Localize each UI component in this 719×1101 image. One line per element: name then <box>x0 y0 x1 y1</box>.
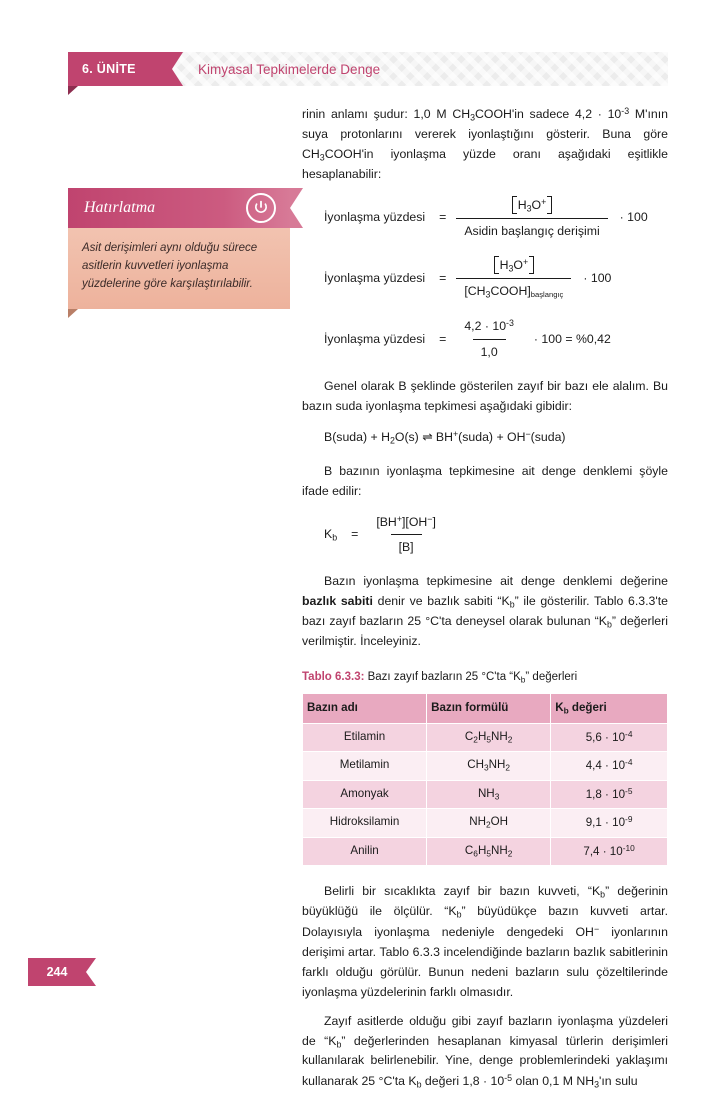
cell-kb: $5,6 \cdot 10^{-4}$ <box>551 723 668 752</box>
formula4-denominator: [B] <box>391 534 422 558</box>
cell-kb: $4,4 \cdot 10^{-4}$ <box>551 752 668 781</box>
table-row <box>303 780 668 809</box>
p6-part-b: ” değerlerinden hesaplanan kimyasal türlerin derişimleri kullanılarak belirlenebilir. Yine, denge problemlerindeki yaklaşımı kullanarak 25 °C'ta K <box>302 1033 668 1089</box>
cell-formula: $CH_3NH_2$ <box>427 752 551 781</box>
reaction-equation-text: B(suda) + $H_2O(s)$ ⇌ BH+(suda) + OH−(suda) <box>324 428 566 446</box>
formula4-lead: $K_b$ <box>324 526 338 543</box>
formula1-denominator: Asidin başlangıç derişimi <box>456 218 607 242</box>
formula1-lead: İyonlaşma yüzdesi <box>324 210 426 225</box>
p6-part-a: Zayıf asitlerde olduğu gibi zayıf bazların iyonlaşma yüzdeleri de “K <box>302 1013 668 1048</box>
paragraph-kb-magnitude: Belirli bir sıcaklıkta zayıf bir bazın kuvveti, “$K_b$” değerinin büyüklüğü ile ölçülür. “$K_b$” büyüdükçe bazın kuvveti artar. Dolayısıyla iyonlaşma nedeniyle dengedeki OH− iyonlarının derişimi artar. Tablo 6.3.3 incelendiğinde bazların bazlık sabitlerinin farklı olduğu görülür. Bunun nedeni bazların sulu çözeltilerinde iyonlaşma yüzdelerinin farklı olmasıdır. <box>302 884 669 999</box>
paragraph-equilibrium-expression: B bazının iyonlaşma tepkimesine ait denge denklemi şöyle ifade edilir: <box>302 463 668 498</box>
p5-part-c: ” büyüdükçe bazın kuvveti artar. Dolayısıyla iyonlaşma nedeniyle dengedeki OH <box>302 904 669 939</box>
paragraph-kb-definition: Bazın iyonlaşma tepkimesine ait denge denklemi değerine bazlık sabiti denir ve bazlık sabiti “$K_b$” ile gösterilir. Tablo 6.3.3'te bazı zayıf bazların 25 °C'ta deneysel olarak bulunan “$K_b$” değerleri verilmiştir. İnceleyiniz. <box>302 574 668 649</box>
page-header <box>68 52 668 86</box>
page-number <box>28 958 86 986</box>
formula-kb-expression <box>302 512 668 559</box>
formula4-fraction <box>368 512 444 559</box>
reaction-equation-base <box>302 427 668 448</box>
cell-name: Amonyak <box>303 780 427 809</box>
cell-formula: $C_6H_5NH_2$ <box>427 837 551 866</box>
formula2-numerator: $H_3O^+$ <box>499 257 529 274</box>
cell-kb: $1,8 \cdot 10^{-5}$ <box>551 780 668 809</box>
p4-part-a: Bazın iyonlaşma tepkimesine ait denge denklemi değerine <box>324 574 668 589</box>
cell-name: Etilamin <box>303 723 427 752</box>
p4-part-b: denir ve bazlık sabiti “K <box>372 594 510 609</box>
reminder-header <box>68 188 290 228</box>
cell-formula: $NH_3$ <box>427 780 551 809</box>
cell-formula: $C_2H_5NH_2$ <box>427 723 551 752</box>
table-row <box>303 723 668 752</box>
cell-name: Hidroksilamin <box>303 809 427 838</box>
formula-ionization-percent-3 <box>302 316 668 363</box>
p5-part-a: Belirli bir sıcaklıkta zayıf bir bazın kuvveti, “K <box>324 884 601 899</box>
cell-formula: $NH_2OH$ <box>427 809 551 838</box>
p1-part-c: M'ının suya protonlarını vererek iyonlaştığını gösterir. Buna göre CH <box>302 106 668 161</box>
p4-part-d: ” değerleri verilmiştir. İnceleyiniz. <box>302 614 668 649</box>
formula2-denominator: $[CH_3COOH]_{başlangıç}$ <box>456 278 571 302</box>
formula2-tail: · 100 <box>583 270 612 285</box>
formula3-lead: İyonlaşma yüzdesi <box>324 331 426 346</box>
cell-name: Metilamin <box>303 752 427 781</box>
table-header-formula: Bazın formülü <box>427 693 551 723</box>
reminder-body: Asit derişimleri aynı olduğu sürece asitlerin kuvvetleri iyonlaşma yüzdelerine göre karşılaştırılabilir. <box>68 228 290 309</box>
table-row <box>303 837 668 866</box>
cell-kb: $9,1 \cdot 10^{-9}$ <box>551 809 668 838</box>
p1-part-b: COOH'in sadece 4,2 · 10 <box>475 106 622 121</box>
formula2-lead: İyonlaşma yüzdesi <box>324 270 426 285</box>
formula3-equals: = <box>439 331 447 346</box>
table-caption-label: Tablo 6.3.3: <box>302 670 365 683</box>
formula2-denominator-subscript: başlangıç <box>530 290 564 300</box>
reminder-title: Hatırlatma <box>84 199 156 216</box>
p6-part-c: değeri 1,8 · 10 <box>421 1074 505 1089</box>
formula3-tail: · 100 = %0,42 <box>533 331 611 346</box>
p1-part-d: COOH'in iyonlaşma yüzde oranı aşağıdaki eşitlikle hesaplanabilir: <box>302 146 668 181</box>
paragraph-intro: rinin anlamı şudur: 1,0 M $CH_3COOH'in$ sadece $4,2 \cdot 10^{-3}$ M'ının suya protonlarını vererek iyonlaştığını gösterir. Buna göre $CH_3COOH'in$ iyonlaşma yüzde oranı aşağıdaki eşitlikle hesaplanabilir: <box>302 106 668 181</box>
unit-badge <box>68 52 172 86</box>
reminder-box <box>68 188 290 309</box>
p6-part-e: 'ın sulu <box>599 1074 638 1089</box>
page-title: Kimyasal Tepkimelerde Denge <box>198 61 381 77</box>
p4-part-c: ” ile gösterilir. Tablo 6.3.3'te bazı zayıf bazların 25 °C'ta deneysel olarak bulunan “K <box>302 594 668 629</box>
formula4-numerator: [BH+][OH−] <box>376 513 436 529</box>
main-text-column <box>302 104 668 1101</box>
formula3-denominator: 1,0 <box>473 339 506 363</box>
formula1-equals: = <box>439 210 447 225</box>
formula1-numerator: $H_3O^+$ <box>517 196 547 214</box>
paragraph-weak-base: Genel olarak B şeklinde gösterilen zayıf bir bazı ele alalım. Bu bazın suda iyonlaşma tepkimesi aşağıdaki gibidir: <box>302 379 668 413</box>
p5-part-b: ” değerinin büyüklüğü ile ölçülür. “K <box>302 884 668 919</box>
table-row <box>303 752 668 781</box>
table-caption <box>302 668 668 687</box>
formula1-fraction <box>456 195 607 242</box>
kb-values-table <box>302 693 668 867</box>
formula-ionization-percent-1 <box>302 195 668 242</box>
page-number-label: 244 <box>46 965 68 979</box>
p6-part-d: olan 0,1 M NH <box>512 1074 595 1089</box>
formula3-fraction <box>456 316 522 363</box>
table-header-row <box>303 693 668 723</box>
reminder-hand-icon <box>246 193 276 223</box>
cell-name: Anilin <box>303 837 427 866</box>
table-header-kb: $K_b$ değeri <box>551 693 668 723</box>
formula2-equals: = <box>439 270 447 285</box>
formula3-numerator: $4,2 \cdot 10^{-3}$ <box>464 318 514 334</box>
unit-badge-label: 6. ÜNİTE <box>82 62 136 76</box>
formula4-equals: = <box>351 526 359 541</box>
cell-kb: $7,4 \cdot 10^{-10}$ <box>551 837 668 866</box>
p4-bold-term: bazlık sabiti <box>302 594 373 609</box>
table-row <box>303 809 668 838</box>
table-header-name: Bazın adı <box>303 693 427 723</box>
formula-ionization-percent-2 <box>302 255 668 302</box>
p1-part-a: rinin anlamı şudur: 1,0 M CH <box>302 106 471 121</box>
p5-part-d: iyonlarının derişimi artar. Tablo 6.3.3 incelendiğinde bazların bazlık sabitlerinin farklı olduğu görülür. Bunun nedeni bazların sulu çözeltilerinde iyonlaşma yüzdelerinin farklı olmasıdır. <box>302 924 668 999</box>
unit-badge-tail <box>68 86 78 95</box>
formula1-tail: · 100 <box>619 210 648 225</box>
formula2-fraction <box>456 255 571 302</box>
paragraph-weak-base-percent: Zayıf asitlerde olduğu gibi zayıf bazların iyonlaşma yüzdeleri de “$K_b$” değerlerinden hesaplanan kimyasal türlerin derişimleri kullanılarak belirlenebilir. Yine, denge problemlerindeki yaklaşımı kullanarak 25 °C'ta $K_b$ değeri $1,8 \cdot 10^{-5}$ olan 0,1 M $NH_3'ın$ sulu <box>302 1013 668 1090</box>
table-caption-text: Bazı zayıf bazların 25 °C'ta “$K_b$” değerleri <box>364 670 578 685</box>
